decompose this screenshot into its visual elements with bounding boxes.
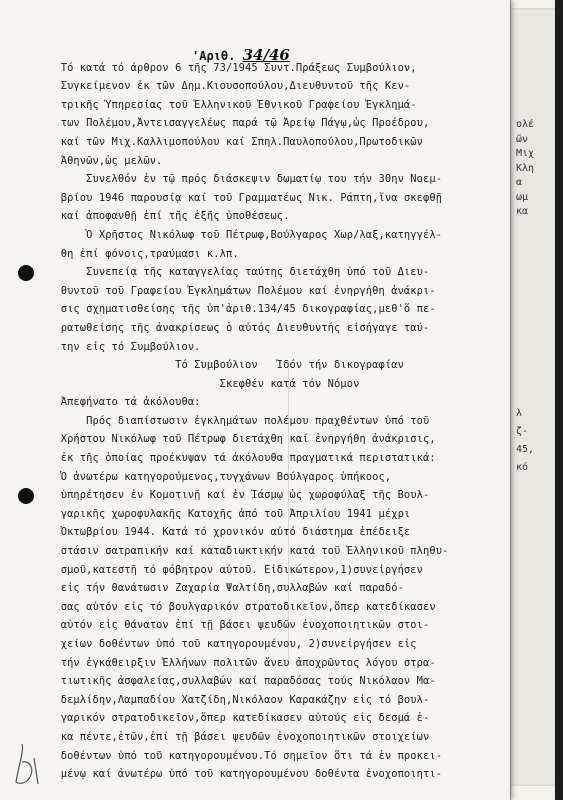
document-line: Τό Συμβούλιον Ἰδόν τήν δικογραφίαν bbox=[48, 359, 404, 372]
document-line: Συνεπείᾳ τῆς καταγγελίας ταύτης διετάχθη ὑπό τοῦ Διευ- bbox=[48, 266, 430, 279]
document-line: Ὁ Χρῆστος Νικόλωφ τοῦ Πέτρωφ,Βούλγαρος Χωρ/λαξ,κατηγγέλ- bbox=[48, 228, 443, 241]
document-line: ἐκ τῆς ὁποίας προέκυψαν τά ἀκόλουθα πραγματικά περιστατικά: bbox=[48, 452, 436, 465]
underlying-page-fragment: ῶν bbox=[516, 133, 529, 145]
punch-hole-top bbox=[18, 265, 34, 281]
document-body bbox=[48, 40, 500, 784]
document-line: Ἀπεφήνατο τά ἀκόλουθα: bbox=[48, 396, 201, 409]
document-line: Σκεφθέν κατά τόν Νόμον bbox=[48, 377, 360, 390]
document-line: γαρικόν στρατοδικεῖον,ὅπερ κατεδίκασεν αὐτούς εἰς δεσμά ἐ- bbox=[48, 712, 430, 725]
document-line: θυντοῦ τοῦ Γραφείου Ἐγκλημάτων Πολέμου καί ἐνηργήθη ἀνάκρι- bbox=[48, 284, 436, 297]
document-line: κα πέντε,ἐτῶν,ἐπί τῇ βάσει ψευδῶν ἐνοχοποιητικῶν στοιχείων bbox=[48, 730, 430, 743]
document-line: θη ἐπί φόνοις,τραύμασι κ.λπ. bbox=[48, 247, 239, 260]
scan-edge-shadow bbox=[555, 0, 563, 800]
document-line: καί ἀποφανθῇ ἐπί τῆς ἑξῆς ὑποθέσεως. bbox=[48, 210, 290, 223]
document-line: αὐτόν εἰς θάνατον ἐπί τῇ βάσει ψευδῶν ἐνοχοποιητικῶν στοι- bbox=[48, 619, 430, 632]
underlying-page-fragment: Μιχ bbox=[516, 148, 535, 159]
document-line: Ὁ ἀνωτέρω κατηγορούμενος,τυγχάνων Βούλγαρος ὑπήκοος, bbox=[48, 470, 392, 483]
stray-handwritten-mark bbox=[10, 740, 46, 794]
underlying-page-fragment: κό bbox=[516, 462, 529, 473]
document-line: Ὀκτωβρίου 1944. Κατά τό χρονικόν αὐτό διάστημα ἐπέδειξε bbox=[48, 526, 411, 539]
punch-hole-bottom bbox=[18, 488, 34, 504]
underlying-page-text-lower bbox=[516, 405, 554, 477]
document-number-prefix: 'Αριθ. bbox=[192, 49, 236, 63]
document-line: Ἀθηνῶν,ὡς μελῶν. bbox=[48, 154, 163, 167]
underlying-page-fragment: α bbox=[516, 177, 523, 188]
stray-mark-scribble bbox=[10, 740, 46, 790]
document-line: Συγκείμενον ἐκ τῶν Δημ.Κιουσοπούλου,Διευθυντοῦ τῆς Κεν- bbox=[48, 80, 411, 93]
document-number-handwritten: 34/46 bbox=[242, 46, 290, 64]
document-line: σας αὐτόν εἰς τό βουλγαρικόν στρατοδικεῖον,ὅπερ κατεδίκασεν bbox=[48, 600, 436, 613]
document-line: καί τῶν Μιχ.Καλλιμοπούλου καί Σπηλ.Παυλοπούλου,Πρωτοδικῶν bbox=[48, 135, 423, 148]
underlying-page-fragment: ωμ bbox=[516, 191, 529, 203]
document-line: στάσιν σατραπικήν καί καταδιωκτικήν κατά τοῦ Ἑλληνικοῦ πληθυ- bbox=[48, 545, 449, 558]
document-line: Τό κατά τό άρθρον 6 τῆς 73/1945 Συντ.Πράξεως Συμβούλιον, bbox=[48, 61, 417, 74]
document-line: τιωτικῆς ἀσφαλείας,συλλαβών καί παραδόσας τούς Νικόλαον Μα- bbox=[48, 675, 436, 688]
underlying-page-fragment: 45, bbox=[516, 444, 535, 455]
document-line: μένῳ καί ἀνωτέρω ὑπό τοῦ κατηγορουμένου δοθέντα ἐνοχοποιητι- bbox=[48, 768, 443, 781]
document-line: δοθέντων ὑπό τοῦ κατηγορουμένου.Τό σημεῖον ὅτι τά ἐν προκει- bbox=[48, 749, 443, 762]
document-line: σμοῦ,κατεστῆ τό φόβητρον αὐτοῦ. Εἰδικώτερον,1)συνεἰργήσεν bbox=[48, 563, 423, 576]
document-line: σις σχηματισθείσης τῆς ὑπ'ἀριθ.134/45 δικογραφίας,μεθ'ὅ πε- bbox=[48, 303, 436, 316]
document-line: δεμλίδην,Λαμπαδίου Χατζίδη,Νικόλαον Καρακάζην εἰς τό βουλ- bbox=[48, 693, 430, 706]
document-line: τρικῆς Ὑπηρεσίας τοῦ Ἑλληνικοῦ Ἐθνικοῦ Γραφείου Ἐγκλημά- bbox=[48, 98, 417, 111]
document-line: Χρήστου Νικόλωφ τοῦ Πέτρωφ διετάχθη καί ἐνηργήθη ἀνάκρισις, bbox=[48, 433, 436, 446]
document-line: τήν ἐγκάθειρξιν Ἑλλήνων πολιτῶν ἄνευ ἀποχρῶντος λόγου στρα- bbox=[48, 656, 436, 669]
document-line: των Πολέμου,Ἀντεισαγγελέως παρά τῷ Ἀρείῳ Πάγῳ,ὡς Προέδρου, bbox=[48, 117, 430, 130]
document-line: την εἰς τό Συμβούλιον. bbox=[48, 340, 201, 353]
document-line: γαρικῆς χωροφυλακῆς Κατοχῆς ἀπό τοῦ Ἀπριλίου 1941 μέχρι bbox=[48, 507, 411, 520]
underlying-page-fragment: ζ- bbox=[516, 426, 529, 437]
underlying-page-fragment: κα bbox=[516, 206, 529, 217]
document-line bbox=[48, 40, 500, 59]
document-line: ρατωθείσης τῆς ἀνακρίσεως ὁ αὐτός Διευθυντής εἰσήγαγε ταύ- bbox=[48, 321, 430, 334]
document-line: ὑπηρέτησεν ἐν Κομοτινῇ καί ἐν Ἰάσμῳ ὡς χωροφύλαξ τῆς Βουλ- bbox=[48, 489, 430, 502]
document-line: Πρός διαπίστωσιν ἐγκλημάτων πολέμου πραχθέντων ὑπό τοῦ bbox=[48, 414, 430, 427]
document-line: Συνελθόν ἐν τῷ πρός διάσκεψιν δωματίῳ του τήν 30ην Νοεμ- bbox=[48, 173, 443, 186]
underlying-page-fragment: ολέ bbox=[516, 119, 535, 130]
document-line: χείων δοθέντων ὑπό τοῦ κατηγορουμένου, 2)συνεἰργήσεν εἰς bbox=[48, 638, 417, 650]
underlying-page-text-upper bbox=[516, 118, 554, 220]
underlying-page-fragment: Κλη bbox=[516, 162, 535, 174]
document-line: εἰς τήν θανάτωσιν Ζαχαρία Ψαλτίδη,συλλαβών καί παραδό- bbox=[48, 582, 404, 595]
document-line: βρίου 1946 παρουσίᾳ καί τοῦ Γραμματέως Νικ. Ράπτη,ἵνα σκεφθῇ bbox=[48, 191, 443, 204]
underlying-page-fragment: λ bbox=[516, 408, 523, 419]
